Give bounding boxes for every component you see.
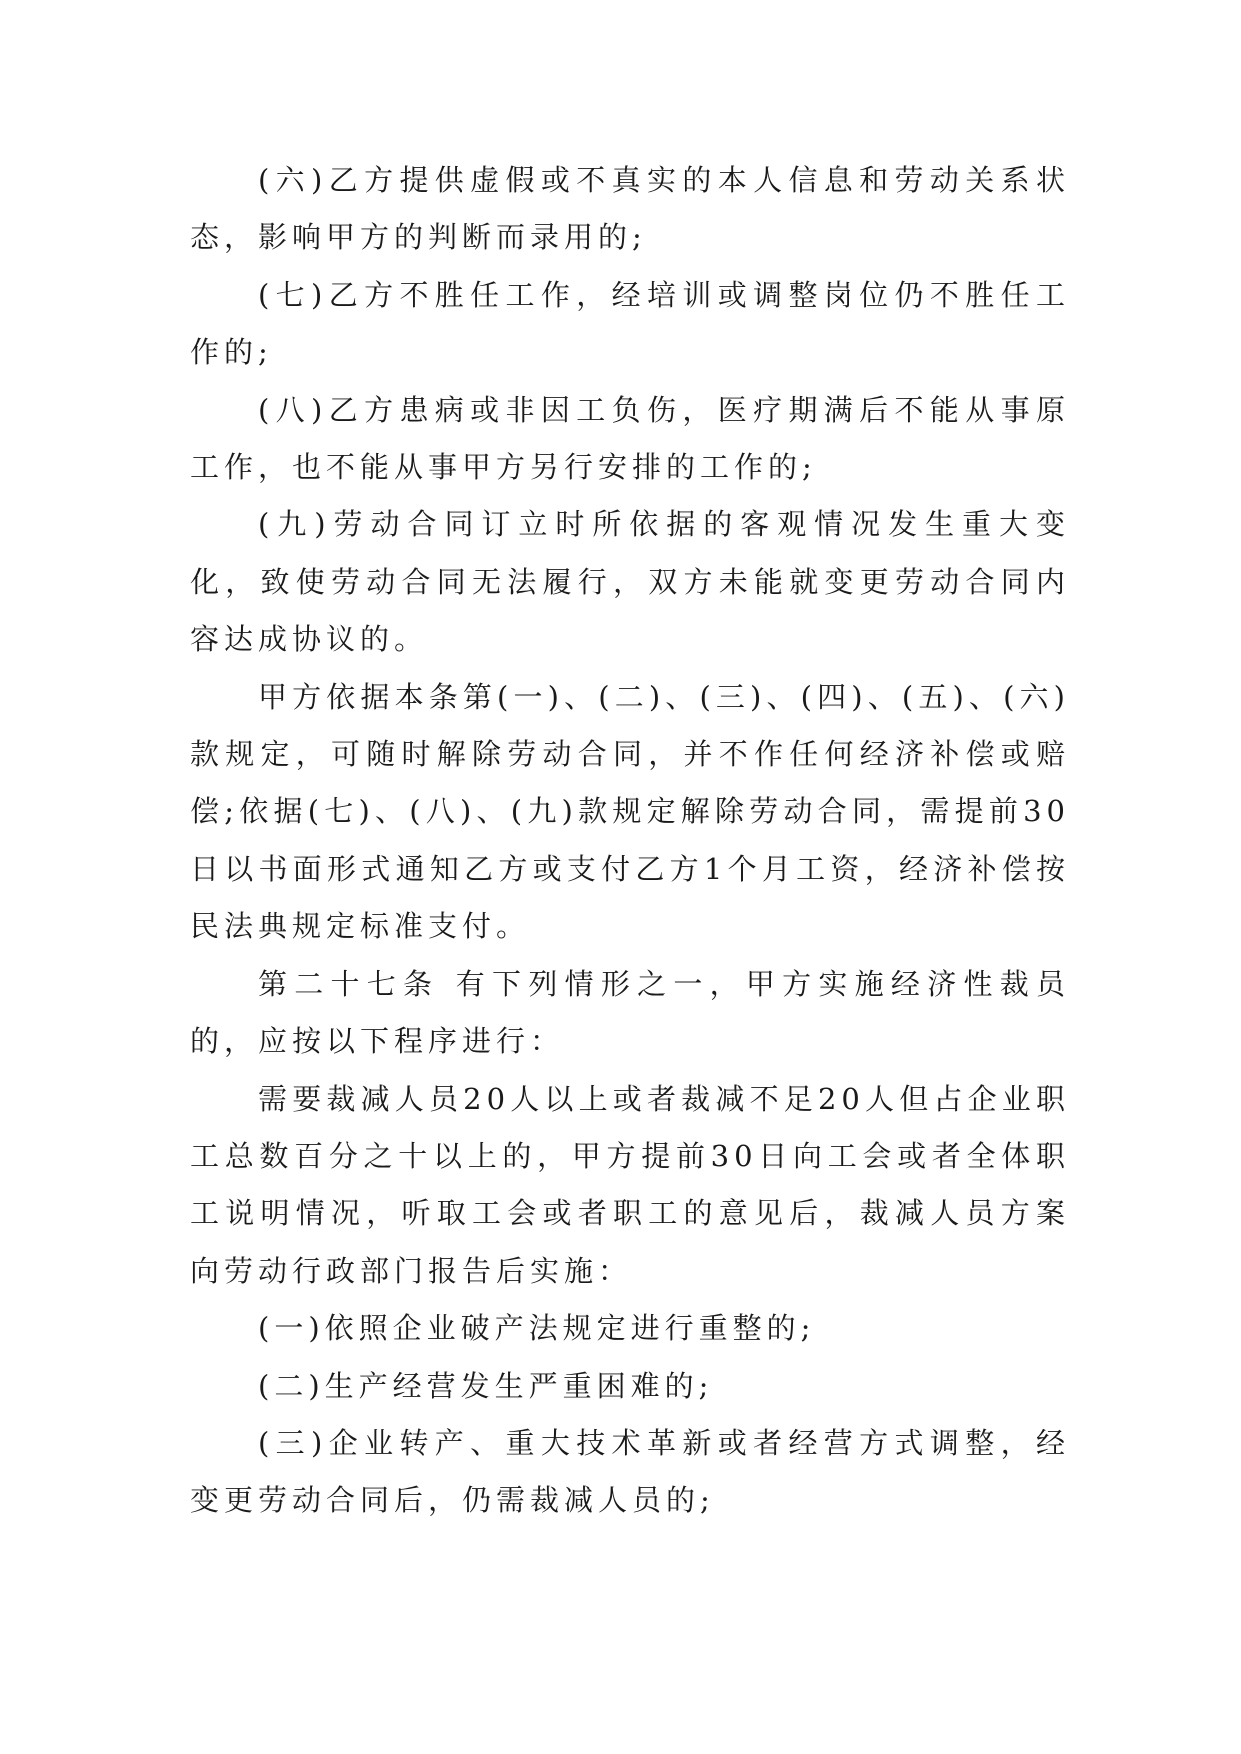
layoff-case-1-paragraph: (一)依照企业破产法规定进行重整的; [258, 1311, 816, 1346]
termination-rules-paragraph: 甲方依据本条第(一)、(二)、(三)、(四)、(五)、(六)款规定，可随时解除劳动合同，并不作任何经济补偿或赔偿;依据(七)、(八)、(九)款规定解除劳动合同，需提前30日以书面形式通知乙方或支付乙方1个月工资，经济补偿按民法典规定标准支付。 [190, 679, 1070, 944]
clause-6-paragraph: (六)乙方提供虚假或不真实的本人信息和劳动关系状态，影响甲方的判断而录用的; [190, 163, 1070, 255]
layoff-case-3-paragraph: (三)企业转产、重大技术革新或者经营方式调整，经变更劳动合同后，仍需裁减人员的; [190, 1425, 1070, 1518]
layoff-case-2-paragraph: (二)生产经营发生严重困难的; [258, 1368, 714, 1403]
document-body [190, 152, 1070, 1530]
clause-7-paragraph: (七)乙方不胜任工作，经培训或调整岗位仍不胜任工作的; [190, 277, 1070, 370]
layoff-procedure-paragraph: 需要裁减人员20人以上或者裁减不足20人但占企业职工总数百分之十以上的，甲方提前30日向工会或者全体职工说明情况，听取工会或者职工的意见后，裁减人员方案向劳动行政部门报告后实施： [190, 1081, 1070, 1288]
article-27-paragraph: 第二十七条 有下列情形之一，甲方实施经济性裁员的，应按以下程序进行： [190, 966, 1070, 1059]
clause-8-paragraph: (八)乙方患病或非因工负伤，医疗期满后不能从事原工作，也不能从事甲方另行安排的工作的; [190, 392, 1070, 485]
clause-9-paragraph: (九)劳动合同订立时所依据的客观情况发生重大变化，致使劳动合同无法履行，双方未能就变更劳动合同内容达成协议的。 [190, 507, 1070, 657]
